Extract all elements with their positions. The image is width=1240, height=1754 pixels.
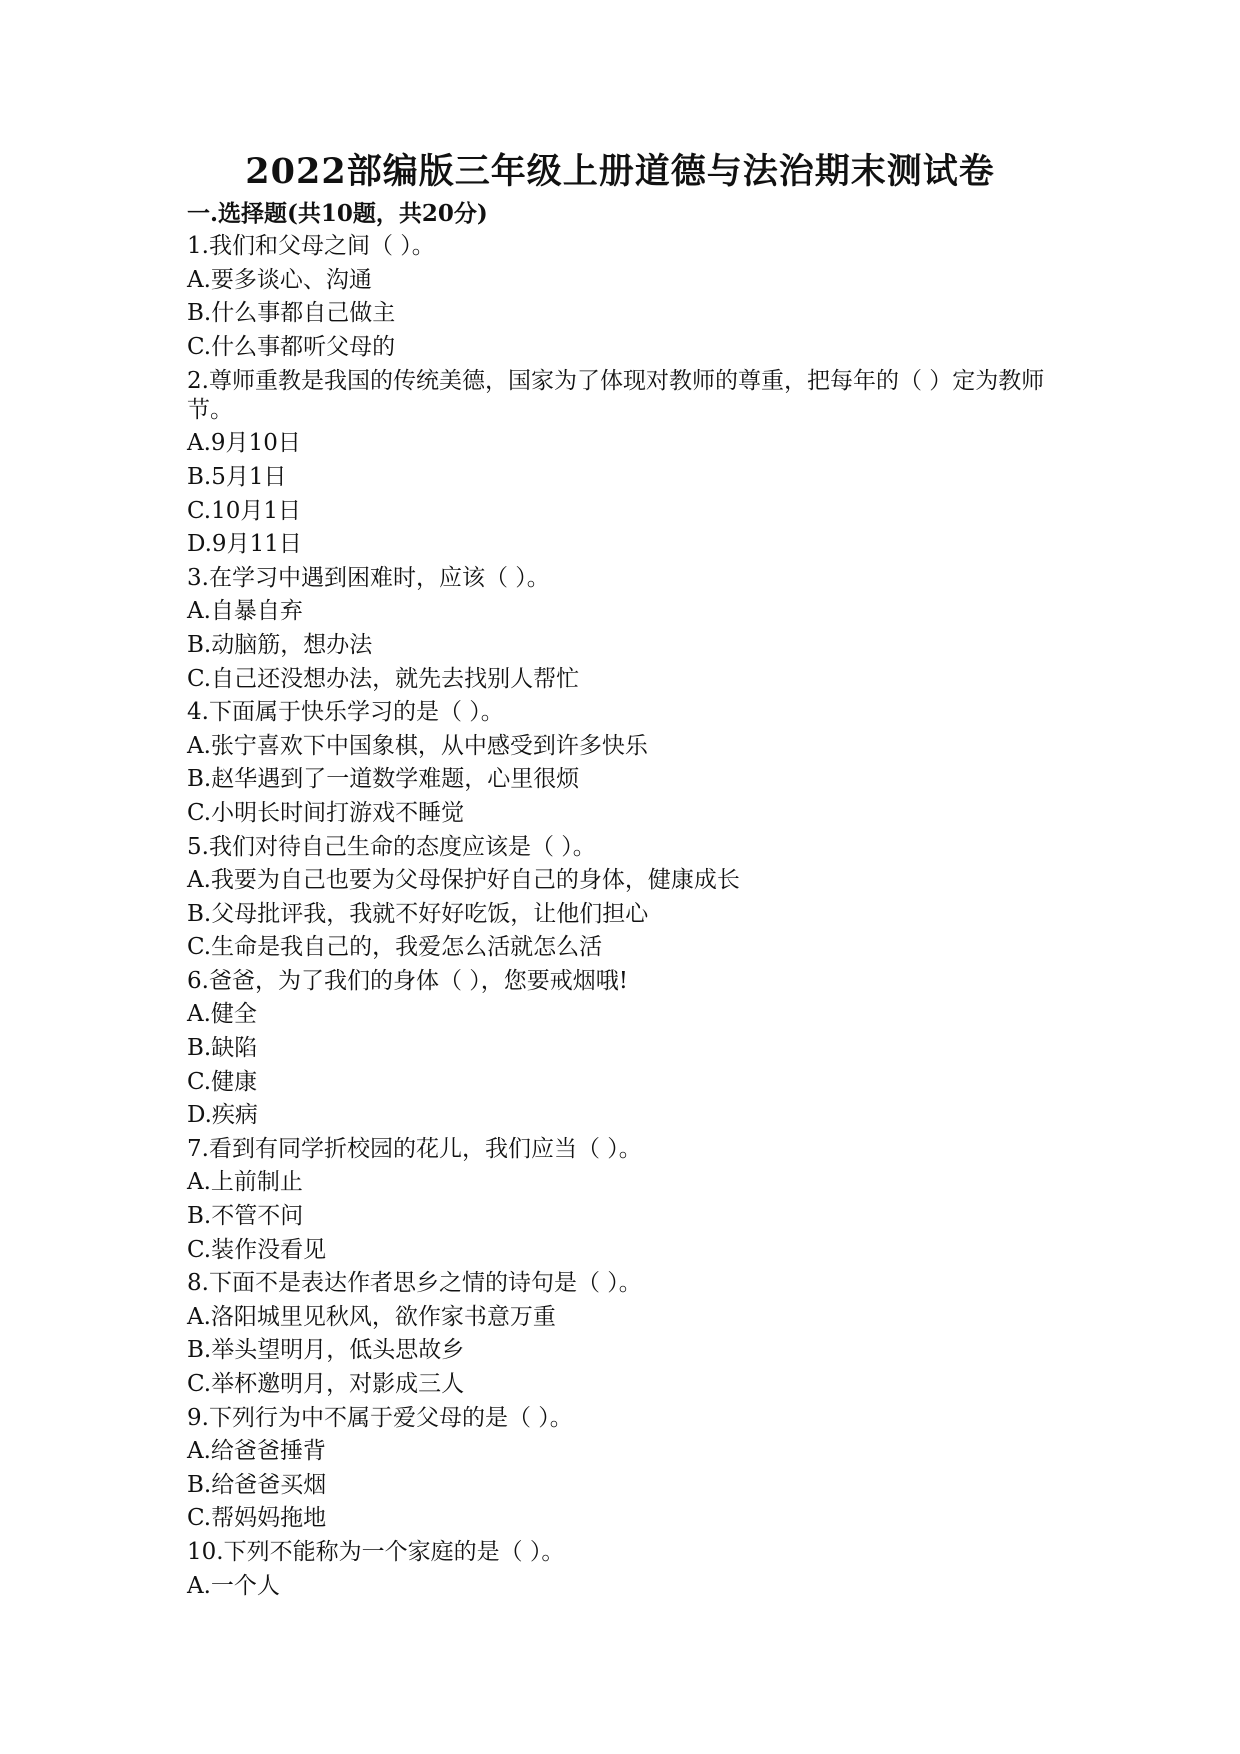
option-c: C.什么事都听父母的 (187, 333, 396, 360)
question-list (187, 230, 1067, 1603)
option-c: C.装作没看见 (187, 1236, 327, 1263)
question-stem: 9.下列行为中不属于爱父母的是（ ）。 (187, 1404, 573, 1431)
question-block (187, 364, 1067, 561)
section-heading: 一.选择题(共10题，共20分) (187, 200, 488, 227)
option-c: C.生命是我自己的，我爱怎么活就怎么活 (187, 934, 603, 961)
option-a: A.自暴自弃 (187, 598, 303, 625)
question-block (187, 1133, 1067, 1267)
option-a: A.健全 (187, 1001, 257, 1028)
option-b: B.举头望明月，低头思故乡 (187, 1337, 465, 1364)
option-b: B.动脑筋，想办法 (187, 631, 373, 658)
option-b: B.父母批评我，我就不好好吃饭，让他们担心 (187, 900, 649, 927)
question-block (187, 1402, 1067, 1536)
option-b: B.什么事都自己做主 (187, 300, 396, 327)
question-block (187, 831, 1067, 965)
option-a: A.上前制止 (187, 1169, 303, 1196)
option-a: A.9月10日 (187, 430, 301, 457)
option-c: C.举杯邀明月，对影成三人 (187, 1371, 465, 1397)
option-b: B.缺陷 (187, 1035, 258, 1062)
question-stem: 4.下面属于快乐学习的是（ ）。 (187, 699, 504, 726)
question-stem: 1.我们和父母之间（ ）。 (187, 233, 435, 259)
option-a: A.要多谈心、沟通 (187, 266, 372, 293)
option-c: C.帮妈妈拖地 (187, 1505, 327, 1532)
question-stem: 10.下列不能称为一个家庭的是（ ）。 (187, 1538, 565, 1565)
page-title: 2022部编版三年级上册道德与法治期末测试卷 (245, 151, 995, 192)
option-a: A.我要为自己也要为父母保护好自己的身体，健康成长 (187, 867, 740, 894)
question-block (187, 1536, 1067, 1603)
option-b: B.5月1日 (187, 463, 287, 490)
option-c: C.自己还没想办法，就先去找别人帮忙 (187, 665, 580, 692)
question-stem: 7.看到有同学折校园的花儿，我们应当（ ）。 (187, 1135, 642, 1162)
question-stem: 6.爸爸，为了我们的身体（ ），您要戒烟哦! (187, 967, 628, 994)
question-block (187, 965, 1067, 1133)
option-a: A.一个人 (187, 1572, 280, 1599)
option-c: C.健康 (187, 1068, 258, 1095)
question-block (187, 230, 1067, 364)
option-b: B.给爸爸买烟 (187, 1471, 327, 1498)
question-stem: 3.在学习中遇到困难时，应该（ ）。 (187, 564, 550, 591)
option-c: C.小明长时间打游戏不睡觉 (187, 799, 465, 826)
question-stem: 2.尊师重教是我国的传统美德，国家为了体现对教师的尊重，把每年的（ ）定为教师节。 (187, 368, 1045, 424)
option-b: B.赵华遇到了一道数学难题，心里很烦 (187, 766, 580, 793)
option-d: D.疾病 (187, 1102, 258, 1129)
option-a: A.给爸爸捶背 (187, 1438, 326, 1465)
option-a: A.张宁喜欢下中国象棋，从中感受到许多快乐 (187, 732, 648, 759)
question-block (187, 562, 1067, 696)
question-stem: 5.我们对待自己生命的态度应该是（ ）。 (187, 833, 596, 860)
option-d: D.9月11日 (187, 531, 302, 558)
question-block (187, 696, 1067, 830)
option-b: B.不管不问 (187, 1203, 304, 1230)
question-stem: 8.下面不是表达作者思乡之情的诗句是（ ）。 (187, 1270, 642, 1297)
option-a: A.洛阳城里见秋风，欲作家书意万重 (187, 1303, 556, 1330)
question-block (187, 1267, 1067, 1401)
option-c: C.10月1日 (187, 497, 301, 524)
